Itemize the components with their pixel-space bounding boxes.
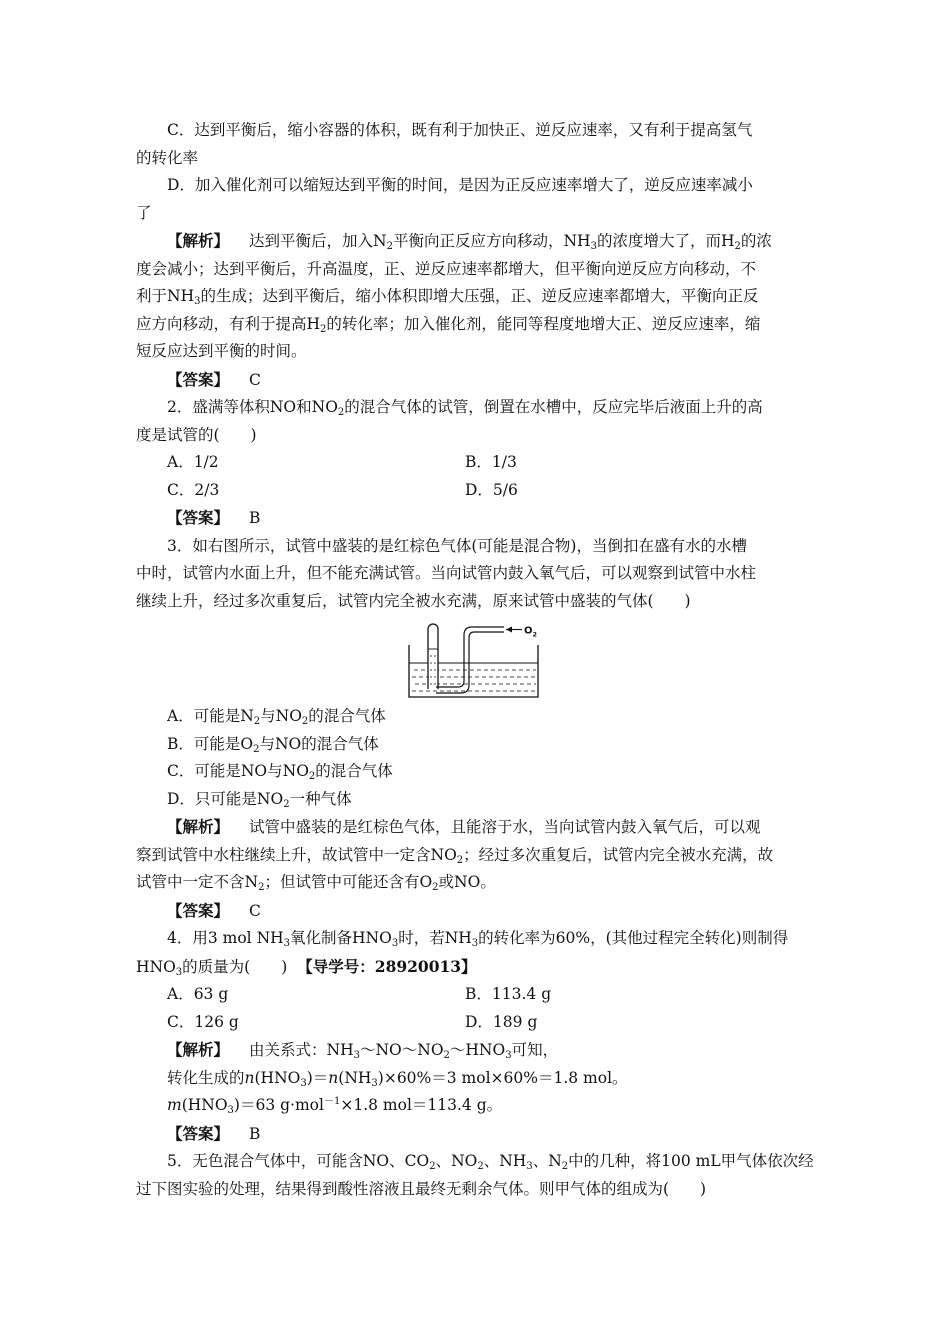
q3-option-b: B．可能是$O_2$与NO的混合气体 <box>167 734 379 755</box>
q1-option-d: D．加入催化剂可以缩短达到平衡的时间，是因为正反应速率增大了，逆反应速率减小 <box>167 176 753 194</box>
q3-option-d: D．只可能是$NO_2$一种气体 <box>167 789 352 810</box>
q4-analysis: 【解析】 由关系式：$NH_3\sim NO\sim NO_2\sim HNO_3$可知， <box>167 1040 559 1061</box>
q1-option-c-cont: 的转化率 <box>136 148 199 167</box>
document-content <box>136 117 816 1203</box>
analysis-label: 【解析】 <box>167 1040 230 1059</box>
q4-option-d: D．189 g <box>465 1012 538 1031</box>
inverted-test-tube <box>428 624 438 689</box>
answer-value: B <box>249 509 261 527</box>
q4-answer <box>136 1120 816 1149</box>
analysis-label: 【解析】 <box>167 817 230 836</box>
q4-options-row2 <box>136 1009 816 1037</box>
q2-options-row2 <box>136 477 816 505</box>
q4-analysis-line2: 转化生成的$n(HNO_3)=n(NH_3)\times 60\%=3$ mol×60%＝1.8 mol。 <box>167 1068 628 1089</box>
q1-analysis: 【解析】 达到平衡后，加入$N_2$平衡向正反应方向移动，$NH_3$的浓度增大了，而$H_2$的浓 <box>167 231 772 252</box>
q1-analysis-line5: 短反应达到平衡的时间。 <box>136 342 307 360</box>
q4-stem: 4．用3 mol $NH_3$氧化制备$HNO_3$时，若$NH_3$的转化率为60%，(其他过程完全转化)则制得 <box>167 929 789 949</box>
oxygen-delivery-tube <box>436 627 504 687</box>
q1-option-d-cont: 了 <box>136 203 152 222</box>
o2-label: $O_2$ <box>524 625 538 639</box>
q4-option-a: A．63 g <box>167 985 229 1003</box>
q3-option-c: C．可能是NO与$NO_2$的混合气体 <box>167 762 393 782</box>
answer-label: 【答案】 <box>167 369 230 389</box>
answer-label: 【答案】 <box>167 1123 230 1143</box>
answer-label: 【答案】 <box>167 900 230 920</box>
q3-analysis: 【解析】 试管中盛装的是红棕色气体，且能溶于水，当向试管内鼓入氧气后，可以观 <box>167 817 761 836</box>
q2-stem-line2: 度是试管的( ) <box>136 425 257 444</box>
q1-option-c: C．达到平衡后，缩小容器的体积，既有利于加快正、逆反应速率，又有利于提高氢气 <box>167 121 753 139</box>
q1-analysis-line2: 度会减小；达到平衡后，升高温度，正、逆反应速率都增大，但平衡向逆反应方向移动，不 <box>136 259 757 278</box>
q3-option-a: A．可能是$N_2$与$NO_2$的混合气体 <box>167 707 386 727</box>
answer-value: C <box>249 370 261 389</box>
q4-options-row1 <box>136 981 816 1009</box>
answer-value: B <box>249 1124 261 1143</box>
q2-option-a: A．1/2 <box>167 453 219 471</box>
q1-analysis-line4: 应方向移动，有利于提高$H_2$的转化率；加入催化剂，能同等程度地增大正、逆反应速率，缩 <box>136 314 761 335</box>
q2-options-row1 <box>136 449 816 477</box>
q2-option-b: B．1/3 <box>465 453 517 471</box>
q5-stem-line2: 过下图实验的处理，结果得到酸性溶液且最终无剩余气体。则甲气体的组成为( ) <box>136 1179 707 1198</box>
q3-stem-line2: 中时，试管内水面上升，但不能充满试管。当向试管内鼓入氧气后，可以观察到试管中水柱 <box>136 564 757 582</box>
analysis-label: 【解析】 <box>167 231 230 250</box>
q3-stem-line3: 继续上升，经过多次重复后，试管内完全被水充满，原来试管中盛装的气体( ) <box>136 591 691 610</box>
test-tube-water-trough-diagram <box>406 619 546 699</box>
q3-stem: 3．如右图所示，试管中盛装的是红棕色气体(可能是混合物)，当倒扣在盛有水的水槽 <box>167 536 747 555</box>
q4-option-c: C．126 g <box>167 1012 239 1031</box>
q2-answer <box>136 504 816 533</box>
q1-answer <box>136 366 816 395</box>
q5-stem: 5．无色混合气体中，可能含NO、$CO_2$、$NO_2$、$NH_3$、$N_2$中的几种，将100 mL甲气体依次经 <box>167 1152 814 1172</box>
q1-analysis-line3: 利于$NH_3$的生成；达到平衡后，缩小体积即增大压强，正、逆反应速率都增大，平衡向正反 <box>136 287 759 307</box>
q4-analysis-line3: $m(HNO_3)=63$ g·mol$^{-1}$×1.8 mol＝113.4 g。 <box>167 1096 503 1116</box>
q3-analysis-line3: 试管中一定不含$N_2$；但试管中可能还含有$O_2$或NO。 <box>136 873 496 893</box>
answer-value: C <box>249 901 261 920</box>
q3-analysis-line2: 察到试管中水柱继续上升，故试管中一定含$NO_2$；经过多次重复后，试管内完全被水充满，故 <box>136 845 774 866</box>
q2-option-d: D．5/6 <box>465 480 518 499</box>
q4-option-b: B．113.4 g <box>465 985 552 1003</box>
q2-option-c: C．2/3 <box>167 480 220 499</box>
q4-stem-line2: $HNO_3$的质量为( ) 【导学号：28920013】 <box>136 956 477 978</box>
q3-apparatus-figure <box>136 615 816 703</box>
answer-label: 【答案】 <box>167 508 230 527</box>
q2-stem: 2．盛满等体积NO和$NO_2$的混合气体的试管，倒置在水槽中，反应完毕后液面上升的高 <box>167 398 763 418</box>
guide-number: 【导学号：28920013】 <box>297 956 477 976</box>
q3-answer <box>136 897 816 926</box>
